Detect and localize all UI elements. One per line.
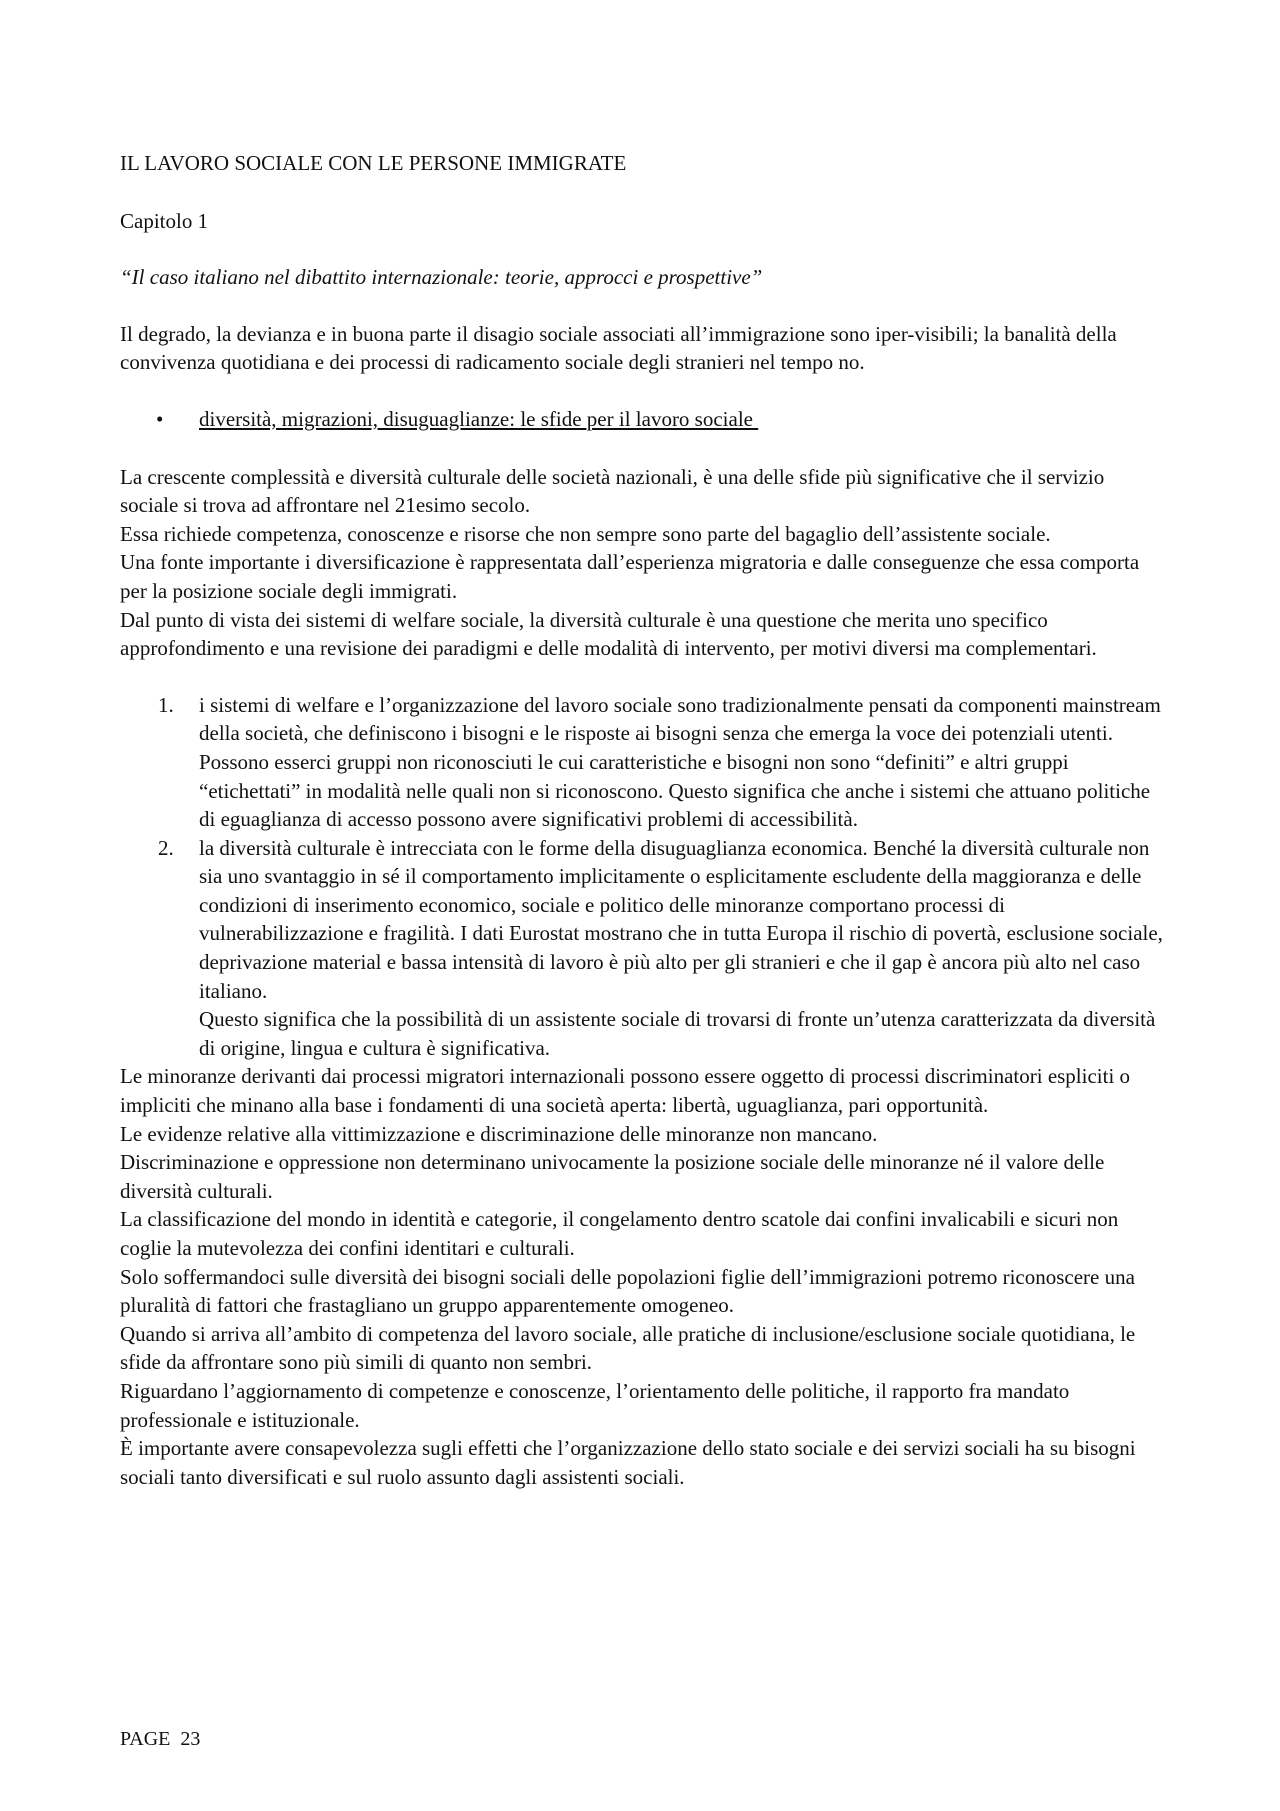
list-item (120, 691, 1165, 834)
document-title: IL LAVORO SOCIALE CON LE PERSONE IMMIGRATE (120, 151, 627, 175)
closing-section (120, 1062, 1165, 1491)
numbered-list (120, 691, 1165, 1063)
body-paragraph: La classificazione del mondo in identità e categorie, il congelamento dentro scatole dai confini invalicabili e sicuri non coglie la mutevolezza dei confini identitari e culturali. (120, 1207, 1119, 1260)
list-number: 1. (158, 692, 174, 717)
list-item-continuation: Questo significa che la possibilità di un assistente sociale di trovarsi di fronte un’utenza caratterizzata da diversità di origine, lingua e cultura è significativa. (199, 1007, 1156, 1060)
body-paragraph: La crescente complessità e diversità culturale delle società nazionali, è una delle sfide più significative che il servizio sociale si trova ad affrontare nel 21esimo secolo. (120, 464, 1105, 518)
body-paragraph: Quando si arriva all’ambito di competenza del lavoro sociale, alle pratiche di inclusione/esclusione sociale quotidiana, le sfide da affrontare sono più simili di quanto non sembri. (120, 1321, 1136, 1375)
chapter-subtitle: “Il caso italiano nel dibattito internazionale: teorie, approcci e prospettive” (120, 265, 763, 290)
list-item-text: i sistemi di welfare e l’organizzazione del lavoro sociale sono tradizionalmente pensati da componenti mainstream della società, che definiscono i bisogni e le risposte ai bisogni senza che emerga la voce dei potenziali utenti. Possono esserci gruppi non riconosciuti le cui caratteristiche e bisogni non sono “definiti” e altri gruppi “etichettati” in modalità nelle quali non si riconoscono. Questo significa che anche i sistemi che attuano politiche di eguaglianza di accesso possono avere significativi problemi di accessibilità. (199, 692, 1161, 832)
body-paragraph: Le evidenze relative alla vittimizzazione e discriminazione delle minoranze non mancano. (120, 1121, 878, 1146)
body-paragraph: Discriminazione e oppressione non determinano univocamente la posizione sociale delle minoranze né il valore delle diversità culturali. (120, 1150, 1105, 1203)
page-number-footer: PAGE 23 (120, 1728, 201, 1750)
body-paragraph: Le minoranze derivanti dai processi migratori internazionali possono essere oggetto di processi discriminatori espliciti o impliciti che minano alla base i fondamenti di una società aperta: libertà, uguaglianza, pari opportunità. (120, 1064, 1131, 1118)
section-bullet (120, 405, 1165, 434)
body-paragraph: Solo soffermandoci sulle diversità dei bisogni sociali delle popolazioni figlie dell’immigrazioni potremo riconoscere una pluralità di fattori che frastagliano un gruppo apparentemente omogeneo. (120, 1264, 1135, 1318)
section-heading: diversità, migrazioni, disuguaglianze: le sfide per il lavoro sociale (199, 406, 759, 431)
body-paragraph: Dal punto di vista dei sistemi di welfare sociale, la diversità culturale è una questione che merita uno specifico approfondimento e una revisione dei paradigmi e delle modalità di intervento, per motivi diversi ma complementari. (120, 607, 1097, 661)
list-number: 2. (158, 835, 174, 860)
body-paragraph: Una fonte importante i diversificazione è rappresentata dall’esperienza migratoria e dalle conseguenze che essa comporta per la posizione sociale degli immigrati. (120, 550, 1140, 603)
bullet-icon: • (156, 406, 164, 431)
document-content (120, 149, 1165, 1491)
chapter-heading: Capitolo 1 (120, 208, 209, 233)
list-item (120, 834, 1165, 1063)
body-paragraph: Riguardano l’aggiornamento di competenze e conoscenze, l’orientamento delle politiche, il rapporto fra mandato professionale e istituzionale. (120, 1378, 1070, 1432)
body-section (120, 463, 1165, 663)
list-item-text: la diversità culturale è intrecciata con le forme della disuguaglianza economica. Benché la diversità culturale non sia uno svantaggio in sé il comportamento implicitamente o esplicitamente escludente della maggioranza e delle condizioni di inserimento economico, sociale e politico delle minoranze comportano processi di vulnerabilizzazione e fragilità. I dati Eurostat mostrano che in tutta Europa il rischio di povertà, esclusione sociale, deprivazione material e bassa intensità di lavoro è più alto per gli stranieri e che il gap è ancora più alto nel caso italiano. (199, 835, 1163, 1003)
body-paragraph: È importante avere consapevolezza sugli effetti che l’organizzazione dello stato sociale e dei servizi sociali ha su bisogni sociali tanto diversificati e sul ruolo assunto dagli assistenti sociali. (120, 1436, 1136, 1489)
intro-paragraph: Il degrado, la devianza e in buona parte il disagio sociale associati all’immigrazione sono iper-visibili; la banalità della convivenza quotidiana e dei processi di radicamento sociale degli stranieri nel tempo no. (120, 321, 1117, 375)
body-paragraph: Essa richiede competenza, conoscenze e risorse che non sempre sono parte del bagaglio dell’assistente sociale. (120, 521, 1051, 546)
